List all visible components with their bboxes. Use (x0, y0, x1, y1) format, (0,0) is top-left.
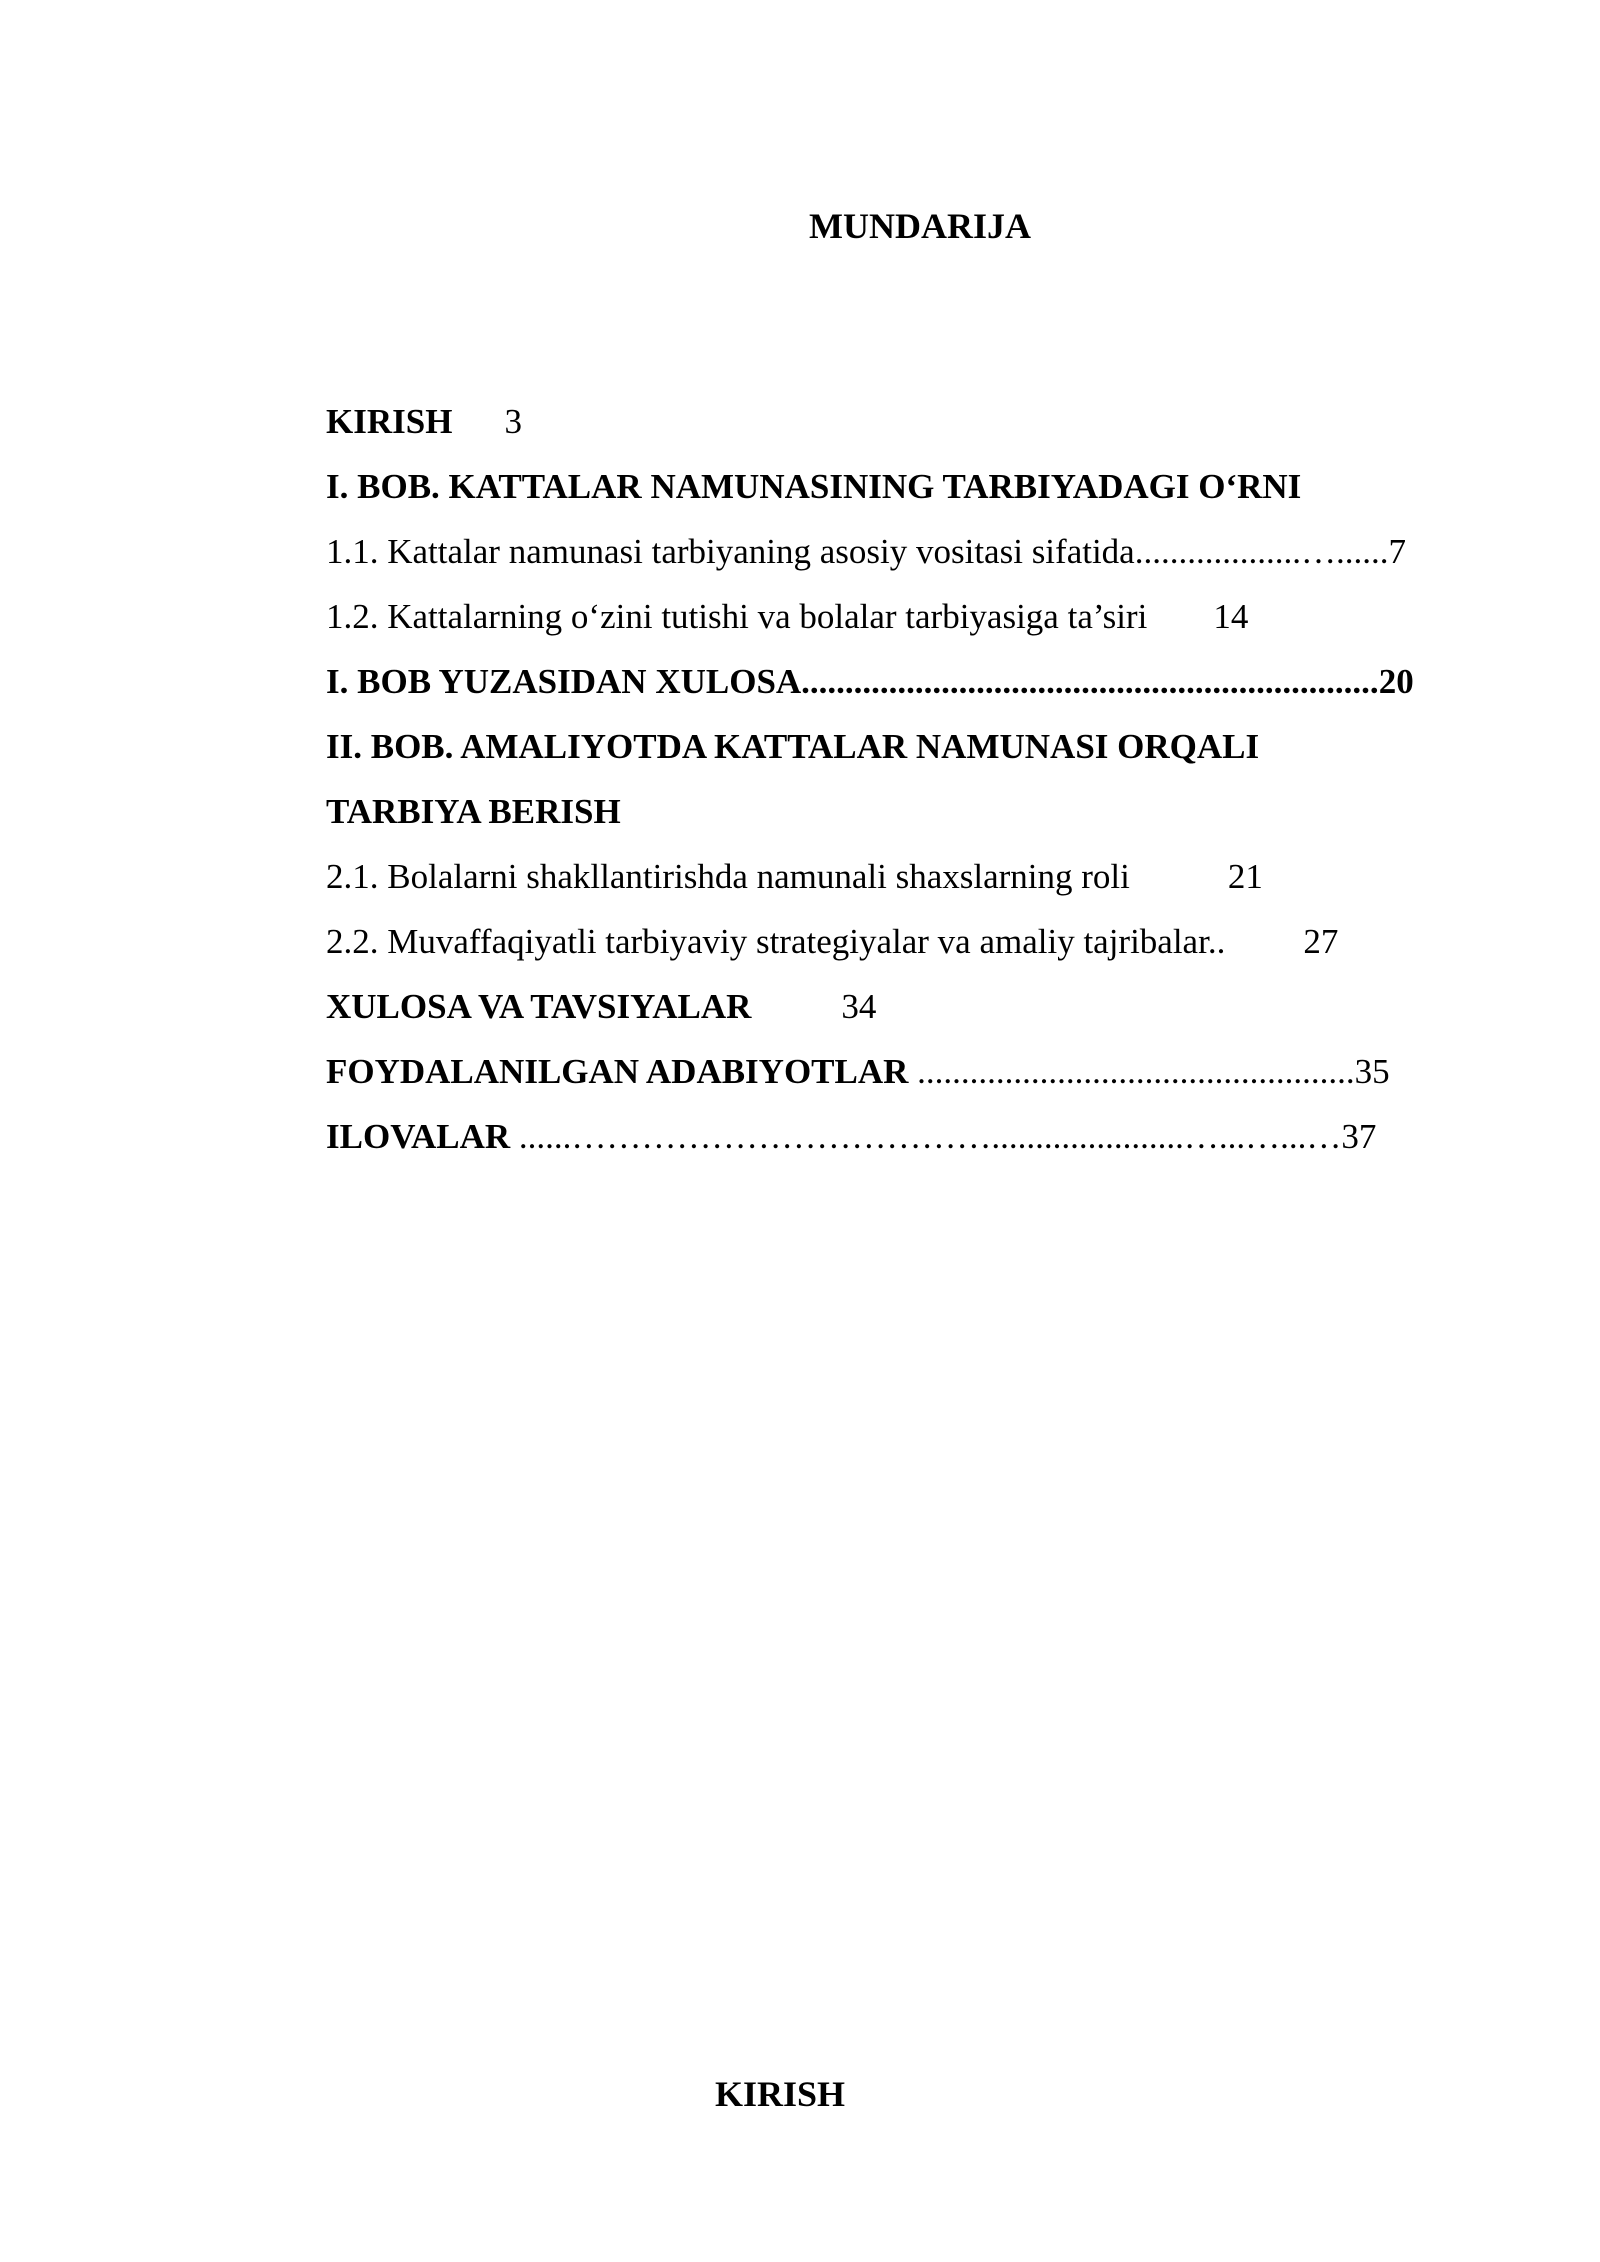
page-title: MUNDARIJA (809, 206, 1031, 246)
toc-entry-section-1-2 (326, 591, 1486, 656)
toc-entry-label: I. BOB. KATTALAR NAMUNASINING TARBIYADAGI O‘RNI (326, 467, 1302, 506)
toc-entry-appendices (326, 1111, 1486, 1176)
toc-entry-label: XULOSA VA TAVSIYALAR (326, 987, 752, 1026)
toc-entry-leader: ......………………………………......................…...…...… (518, 1117, 1342, 1156)
toc-entry-label: FOYDALANILGAN ADABIYOTLAR (326, 1052, 918, 1091)
toc-entry-page: 20 (1378, 662, 1414, 701)
toc-entry-conclusion (326, 981, 1486, 1046)
toc-entry-leader: .................................................. (917, 1052, 1355, 1091)
toc-entry-section-2-2 (326, 916, 1486, 981)
toc-entry-label: TARBIYA BERISH (326, 792, 621, 831)
toc-entry-kirish (326, 396, 1486, 461)
toc-entry-label: 2.2. Muvaffaqiyatli tarbiyaviy strategiyalar va amaliy tajribalar.. (326, 922, 1226, 961)
toc-entry-page: 7 (1388, 532, 1406, 571)
toc-entry-label: 2.1. Bolalarni shakllantirishda namunali shaxslarning roli (326, 857, 1130, 896)
toc-entry-section-1-1 (326, 526, 1486, 591)
toc-entry-label: ILOVALAR (326, 1117, 519, 1156)
toc-entry-page: 27 (1303, 922, 1339, 961)
toc-entry-label: II. BOB. AMALIYOTDA KATTALAR NAMUNASI ORQALI (326, 727, 1260, 766)
toc-entry-page: 34 (841, 987, 877, 1026)
toc-entry-page: 14 (1213, 597, 1249, 636)
toc-entry-chapter-1-conclusion (326, 656, 1486, 721)
toc-entry-page: 21 (1227, 857, 1263, 896)
toc-entry-label: 1.1. Kattalar namunasi tarbiyaning asosiy vositasi sifatida...................…...... (326, 532, 1389, 571)
toc-entry-label: I. BOB YUZASIDAN XULOSA.................................................................. (326, 662, 1379, 701)
toc-entry-bibliography (326, 1046, 1486, 1111)
toc-entry-label: KIRISH (326, 402, 453, 441)
table-of-contents (326, 396, 1486, 1176)
toc-entry-section-2-1 (326, 851, 1486, 916)
toc-entry-chapter-1 (326, 461, 1486, 526)
toc-entry-chapter-2-continued (326, 786, 1486, 851)
toc-entry-label: 1.2. Kattalarning o‘zini tutishi va bolalar tarbiyasiga ta’siri (326, 597, 1148, 636)
section-heading-kirish: KIRISH (714, 2074, 846, 2114)
toc-entry-page: 35 (1354, 1052, 1390, 1091)
toc-entry-chapter-2 (326, 721, 1486, 786)
toc-entry-page: 3 (504, 402, 522, 441)
toc-entry-page: 37 (1341, 1117, 1377, 1156)
